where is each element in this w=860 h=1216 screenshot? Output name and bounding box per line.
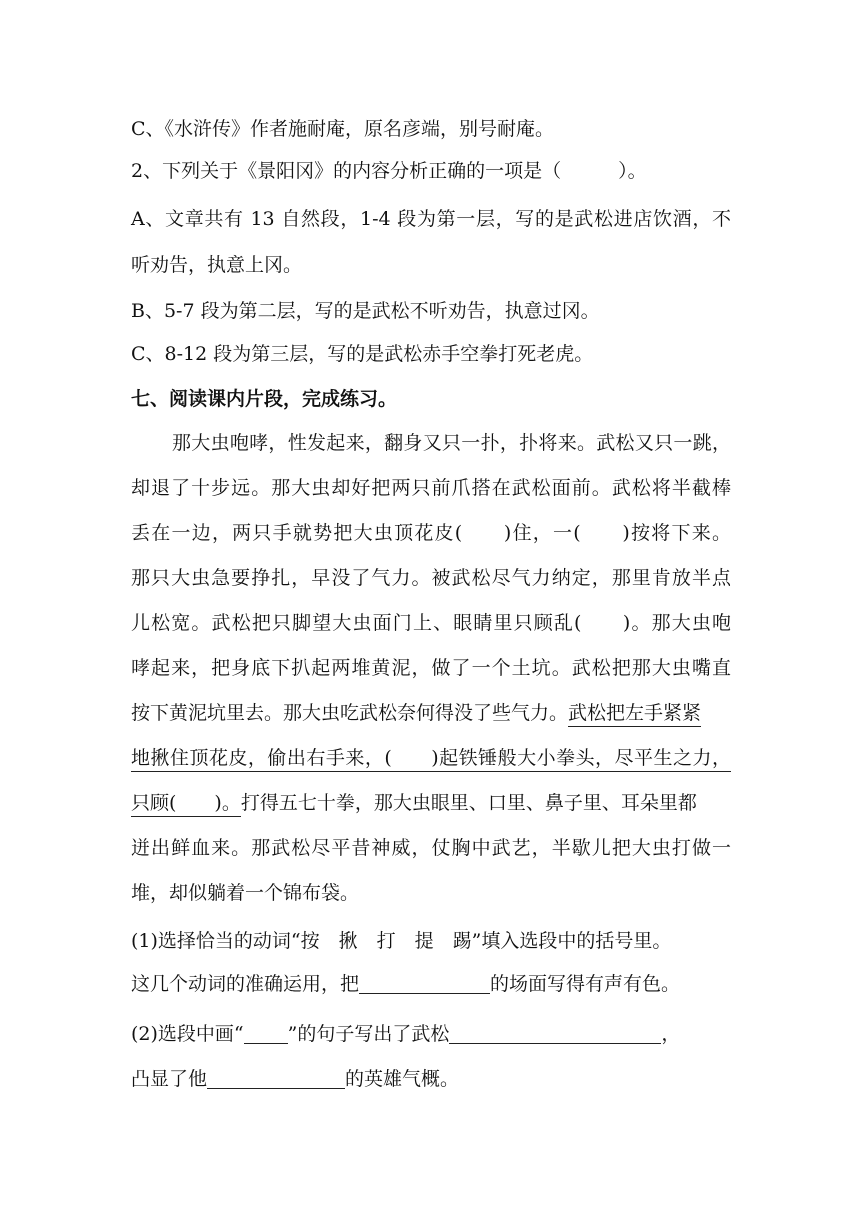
sub-question-2-fill: [131, 1066, 459, 1092]
underlined-sentence: 只顾( )。: [131, 792, 241, 817]
passage-line: 丢在一边，两只手就势把大虫顶花皮( )住，一( )按将下来。: [131, 522, 731, 544]
passage-line: [131, 700, 701, 726]
sub-question-1-text: 这几个动词的准确运用，把: [131, 973, 360, 995]
sub-question-2-text: 凸显了他: [131, 1068, 208, 1090]
q2-option-b: B、5-7 段为第二层，写的是武松不听劝告，执意过冈。: [131, 300, 600, 322]
passage-line: 堆，却似躺着一个锦布袋。: [131, 882, 360, 904]
sub-question-1: (1)选择恰当的动词“按 揪 打 提 踢”填入选段中的括号里。: [131, 930, 672, 952]
underlined-sentence: 武松把左手紧紧: [568, 702, 701, 727]
passage-line: 却退了十步远。那大虫却好把两只前爪搭在武松面前。武松将半截棒: [131, 477, 731, 499]
q2-option-a-line-1: A、文章共有 13 自然段，1-4 段为第一层，写的是武松进店饮酒，不: [131, 208, 731, 230]
underlined-sentence: 地揪住顶花皮，偷出右手来，( )起铁锤般大小拳头，尽平生之力，: [131, 747, 731, 772]
passage-text: 打得五七十拳，那大虫眼里、口里、鼻子里、耳朵里都: [240, 792, 697, 814]
answer-blank[interactable]: [449, 1023, 661, 1044]
answer-blank[interactable]: [207, 1068, 345, 1089]
q2-option-a-line-2: 听劝告，执意上冈。: [131, 254, 303, 276]
sub-question-2-text: ”的句子写出了武松: [287, 1023, 450, 1045]
section-7-heading: 七、阅读课内片段，完成练习。: [131, 388, 398, 410]
sub-question-2-text: ，: [661, 1023, 681, 1045]
sub-question-2-text: 的英雄气概。: [345, 1068, 460, 1090]
q2-option-c: C、8-12 段为第三层，写的是武松赤手空拳打死老虎。: [131, 343, 594, 365]
sub-question-2: [131, 1021, 680, 1047]
passage-line: [131, 790, 697, 816]
passage-line: 儿松宽。武松把只脚望大虫面门上、眼睛里只顾乱( )。那大虫咆: [131, 612, 731, 634]
passage-line: 迸出鲜血来。那武松尽平昔神威，仗胸中武艺，半歇儿把大虫打做一: [131, 837, 731, 859]
passage-line: [131, 745, 731, 771]
underline-marker: [244, 1023, 288, 1044]
q1-option-c: C、《水浒传》作者施耐庵，原名彦端，别号耐庵。: [131, 118, 555, 140]
passage-line: 哮起来，把身底下扒起两堆黄泥，做了一个土坑。武松把那大虫嘴直: [131, 657, 731, 679]
answer-blank[interactable]: [359, 973, 490, 994]
sub-question-2-text: (2)选段中画“: [131, 1023, 244, 1045]
sub-question-1-fill: [131, 971, 680, 997]
passage-line: 那大虫咆哮，性发起来，翻身又只一扑，扑将来。武松又只一跳，: [172, 432, 731, 454]
q2-stem: 2、下列关于《景阳冈》的内容分析正确的一项是（ ）。: [131, 160, 647, 182]
passage-text: 按下黄泥坑里去。那大虫吃武松奈何得没了些气力。: [131, 702, 569, 724]
sub-question-1-text: 的场面写得有声有色。: [490, 973, 681, 995]
passage-line: 那只大虫急要挣扎，早没了气力。被武松尽气力纳定，那里肯放半点: [131, 567, 731, 589]
